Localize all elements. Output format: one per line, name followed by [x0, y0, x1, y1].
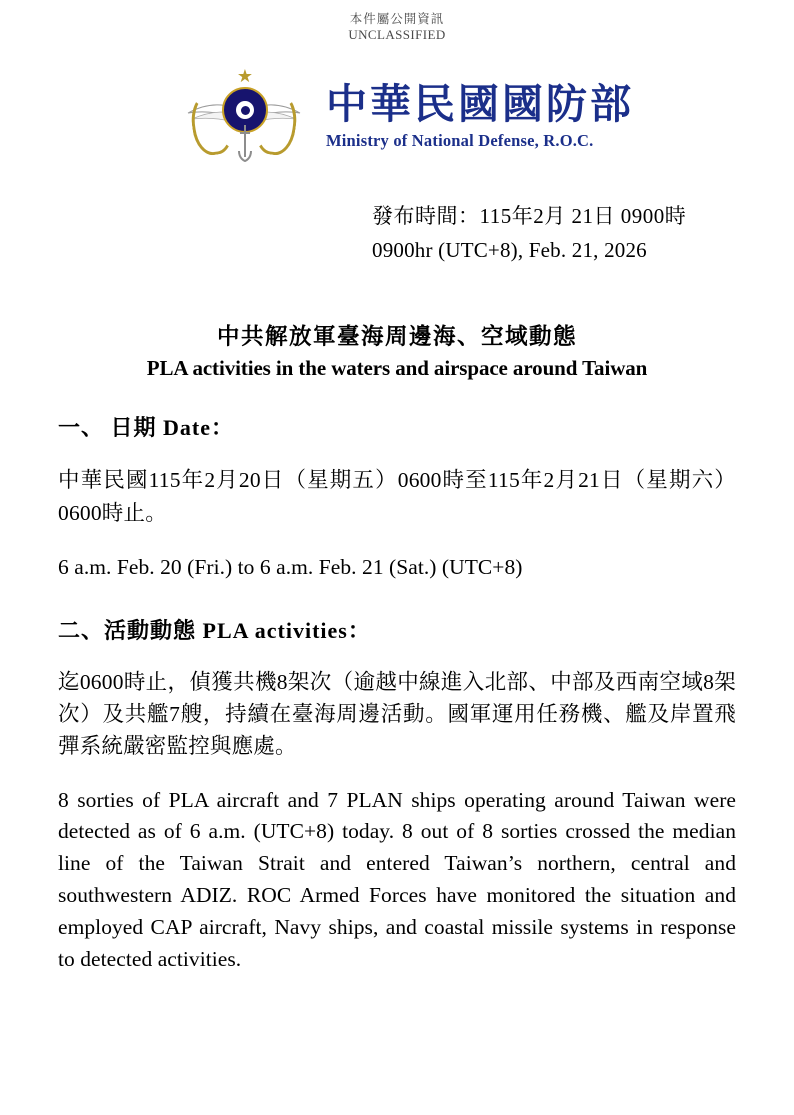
- release-time-cn: 發布時間：115年2月 21日 0900時: [372, 204, 687, 229]
- release-time-en: 0900hr (UTC+8), Feb. 21, 2026: [372, 238, 647, 263]
- ministry-names: [326, 79, 634, 151]
- page-title: [0, 319, 794, 381]
- ministry-name-en: Ministry of National Defense, R.O.C.: [326, 131, 594, 151]
- classification-label-cn: 本件屬公開資訊: [349, 12, 445, 26]
- page-title-en: PLA activities in the waters and airspace around Taiwan: [146, 356, 648, 381]
- section-activities-paragraph-en: 8 sorties of PLA aircraft and 7 PLAN ships operating around Taiwan were detected as of 6 a.m. (UTC+8) today. 8 out of 8 sorties crossed the median line of the Taiwan Strait and entered Taiwan’s northern, central and southwestern ADIZ. ROC Armed Forces have monitored the situation and employed CAP aircraft, Navy ships, and coastal missile systems in response to detected activities.: [58, 787, 736, 971]
- classification-label-en: UNCLASSIFIED: [348, 27, 446, 43]
- section-heading-date: 一、 日期 Date：: [58, 415, 234, 441]
- section-date-paragraph-en: 6 a.m. Feb. 20 (Fri.) to 6 a.m. Feb. 21 (Sat.) (UTC+8): [58, 555, 523, 580]
- mnd-roc-emblem-icon: [178, 61, 310, 169]
- classification-banner: [0, 0, 794, 43]
- release-time-block: [0, 199, 794, 267]
- page-title-cn: 中共解放軍臺海周邊海、空域動態: [216, 324, 577, 350]
- section-date-paragraph-cn: 中華民國115年2月20日（星期五）0600時至115年2月21日（星期六）0600時止。: [58, 468, 736, 525]
- masthead: [0, 61, 794, 169]
- star-icon: ★: [236, 66, 254, 87]
- document-body: [0, 411, 794, 975]
- sun-center-dot: [241, 106, 250, 115]
- ministry-name-cn: 中華民國國防部: [326, 81, 634, 128]
- section-heading-activities: 二、活動動態 PLA activities：: [58, 618, 371, 644]
- anchor-icon: [238, 123, 252, 163]
- section-activities-paragraph-cn: 迄0600時止，偵獲共機8架次（逾越中線進入北部、中部及西南空域8架次）及共艦7艘，持續在臺海周邊活動。國軍運用任務機、艦及岸置飛彈系統嚴密監控與應處。: [58, 670, 736, 758]
